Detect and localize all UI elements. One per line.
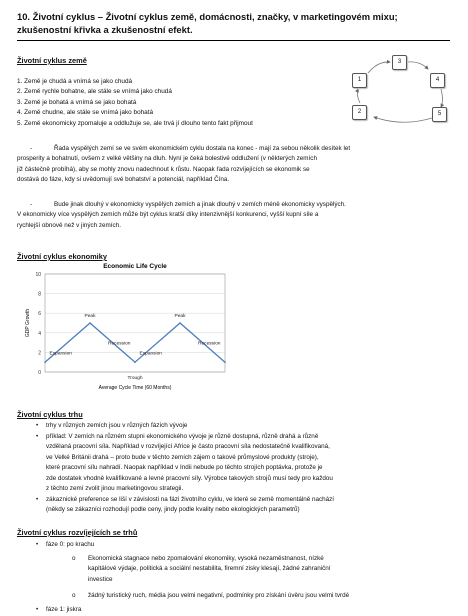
data-point bbox=[44, 361, 46, 363]
market-bullet-2 bbox=[36, 432, 456, 494]
chart-svg bbox=[17, 258, 237, 398]
paragraph-2-line: V ekonomicky více vyspělých zemích může být cyklus kratší díky intenzivnější konkurenci, vyšší kupní síle a bbox=[17, 211, 319, 219]
economic-life-cycle-chart bbox=[17, 258, 237, 398]
bullet-line: ve Velké Británii drahá – proto bude v těchto zemích zájem o takové průmyslové produkty (stroje), bbox=[46, 453, 319, 461]
y-tick-label: 4 bbox=[38, 330, 41, 337]
phase-label: fáze 0: po krachu bbox=[46, 541, 95, 548]
plot-frame bbox=[45, 274, 225, 372]
market-bullet-1 bbox=[36, 421, 456, 431]
annotation-label: Peak bbox=[84, 314, 96, 320]
bullet-line: (někdy se zákazníci rozhodují podle ceny, jindy podle kvality nebo ekologických parametrů) bbox=[46, 506, 300, 514]
annotation-label: Expansion bbox=[49, 351, 72, 357]
cycle-box-1: 1 bbox=[352, 73, 367, 88]
list-item: 2. Země rychle bohatne, ale stále se vnímá jako chudá bbox=[17, 88, 172, 96]
paragraph-2-line: Bude jinak dlouhý v ekonomicky vyspělých zemích a jinak dlouhý v zemích méně ekonomicky vyspělých. bbox=[54, 201, 346, 208]
data-point bbox=[134, 361, 136, 363]
cycle-box-4: 4 bbox=[430, 73, 445, 88]
bullet-line: trhy v různých zemích jsou v různých fázích vývoje bbox=[46, 422, 188, 429]
phase-0 bbox=[36, 540, 456, 550]
data-point bbox=[89, 322, 91, 324]
bullet-line: z těchto zemí zvolit jinou marketingovou strategii. bbox=[46, 485, 184, 493]
phase-0-sub-1 bbox=[72, 554, 448, 585]
list-item: 1. Země je chudá a vnímá se jako chudá bbox=[17, 78, 133, 85]
section-heading-market-cycle: Životní cyklus trhu bbox=[17, 410, 83, 419]
x-axis-label: Average Cycle Time (60 Months) bbox=[98, 385, 172, 391]
y-axis-label: GDP Growth bbox=[25, 308, 31, 338]
cycle-box-2: 2 bbox=[352, 105, 367, 120]
country-cycle-diagram bbox=[346, 55, 456, 130]
phase-1 bbox=[36, 605, 456, 615]
phase-0-sub-2 bbox=[72, 591, 458, 601]
list-item: 3. Země je bohatá a vnímá se jako bohatá bbox=[17, 98, 137, 106]
paragraph-2-line: rychlejší obnově než v jiných zemích. bbox=[17, 221, 121, 229]
page-title bbox=[17, 10, 457, 36]
section-heading-economy-cycle: Životní cyklus ekonomiky bbox=[17, 252, 107, 261]
data-point bbox=[224, 361, 226, 363]
bullet-icon: • bbox=[36, 541, 39, 548]
sub-line: investice bbox=[88, 575, 113, 583]
circle-bullet-icon: o bbox=[72, 592, 76, 599]
annotation-label: Recession bbox=[198, 341, 221, 347]
paragraph-1-line: prosperity a bohatnutí, ovšem z velké většiny na dluh. Nyní je čeká bolestivé oddlužení (v některých zemích bbox=[17, 155, 317, 163]
y-tick-label: 0 bbox=[38, 370, 41, 376]
bullet-icon: • bbox=[36, 422, 39, 429]
annotation-label: Expansion bbox=[139, 351, 162, 357]
y-tick-label: 8 bbox=[38, 291, 41, 298]
annotation-label: Peak bbox=[174, 314, 186, 320]
sub-line: Ekonomická stagnace nebo zpomalování ekonomiky, vysoká nezaměstnanost, nízké bbox=[88, 555, 324, 562]
sub-line: kapitálové výdaje, politická a sociální nestabilita, firemní zisky klesají, žádné zahraniční bbox=[88, 565, 331, 573]
title-line-1: 10. Životní cyklus – Životní cyklus země, domácnosti, značky, v marketingovém mixu; bbox=[17, 11, 398, 22]
dash-1: - bbox=[30, 145, 33, 152]
market-bullet-3 bbox=[36, 495, 456, 516]
y-tick-label: 2 bbox=[38, 350, 41, 357]
paragraph-1-line: Řada vyspělých zemí se ve svém ekonomickém cyklu dostala na konec - mají za sebou několik desítek let bbox=[54, 145, 351, 152]
circle-bullet-icon: o bbox=[72, 555, 76, 562]
paragraph-1-line: již částečně probíhá), aby se mohly znovu nadechnout k růstu. Naopak řada rozvíjejících se ekonomik se bbox=[17, 165, 310, 173]
section-heading-country-cycle: Životní cyklus země bbox=[17, 56, 87, 65]
sub-line: žádný turistický ruch, média jsou velmi negativní, podmínky pro získání úvěru jsou velmi tvrdé bbox=[88, 592, 350, 599]
bullet-line: příklad: V zemích na různém stupni ekonomického vývoje je různě dostupná, různě drahá a různě bbox=[46, 433, 319, 440]
title-line-2: zkušenostní křivka a zkušenostní efekt. bbox=[17, 24, 193, 35]
dash-2: - bbox=[30, 201, 33, 208]
list-item: 4. Země chudne, ale stále se vnímá jako bohatá bbox=[17, 109, 154, 117]
phase-label: fáze 1: jiskra bbox=[46, 606, 82, 613]
cycle-box-5: 5 bbox=[432, 107, 447, 122]
bullet-line: vzdělaná pracovní síla. Například v rozvíjející Africe je často pracovní síla nedostatečně kvalifikovaná, bbox=[46, 443, 330, 451]
y-tick-label: 10 bbox=[35, 272, 41, 278]
paragraph-1 bbox=[17, 144, 457, 186]
bullet-icon: • bbox=[36, 606, 39, 613]
section-heading-emerging-markets: Životní cyklus rozvíjejících se trhů bbox=[17, 528, 138, 537]
bullet-line: zákaznické preference se liší v závislosti na fázi životního cyklu, ve které se země momentálně nachází bbox=[46, 496, 335, 503]
cycle-box-3: 3 bbox=[392, 55, 407, 70]
chart-title: Economic Life Cycle bbox=[103, 263, 167, 270]
data-point bbox=[179, 322, 181, 324]
bullet-line: které pracovní sílu nahradí. Naopak například v Indii nebude po těchto strojích poptávka, protože je bbox=[46, 464, 323, 472]
paragraph-1-line: dostává do fáze, kdy si uvědomují své bohatství a potenciál, například Čína. bbox=[17, 176, 230, 184]
bullet-line: zde dostatek vhodně kvalifikované a levné pracovní síly. Výrobce takových strojů musí tedy pro každou bbox=[46, 474, 333, 482]
annotation-label: Recession bbox=[108, 341, 131, 347]
title-divider bbox=[17, 40, 450, 41]
country-cycle-list bbox=[17, 77, 347, 129]
list-item: 5. Země ekonomicky zpomaluje a oddlužuje se, ale trvá jí dlouho tento fakt přijmout bbox=[17, 119, 253, 127]
annotation-label: Trough bbox=[127, 376, 143, 382]
bullet-icon: • bbox=[36, 496, 39, 503]
y-tick-label: 6 bbox=[38, 311, 41, 318]
paragraph-2 bbox=[17, 200, 457, 231]
bullet-icon: • bbox=[36, 433, 39, 440]
